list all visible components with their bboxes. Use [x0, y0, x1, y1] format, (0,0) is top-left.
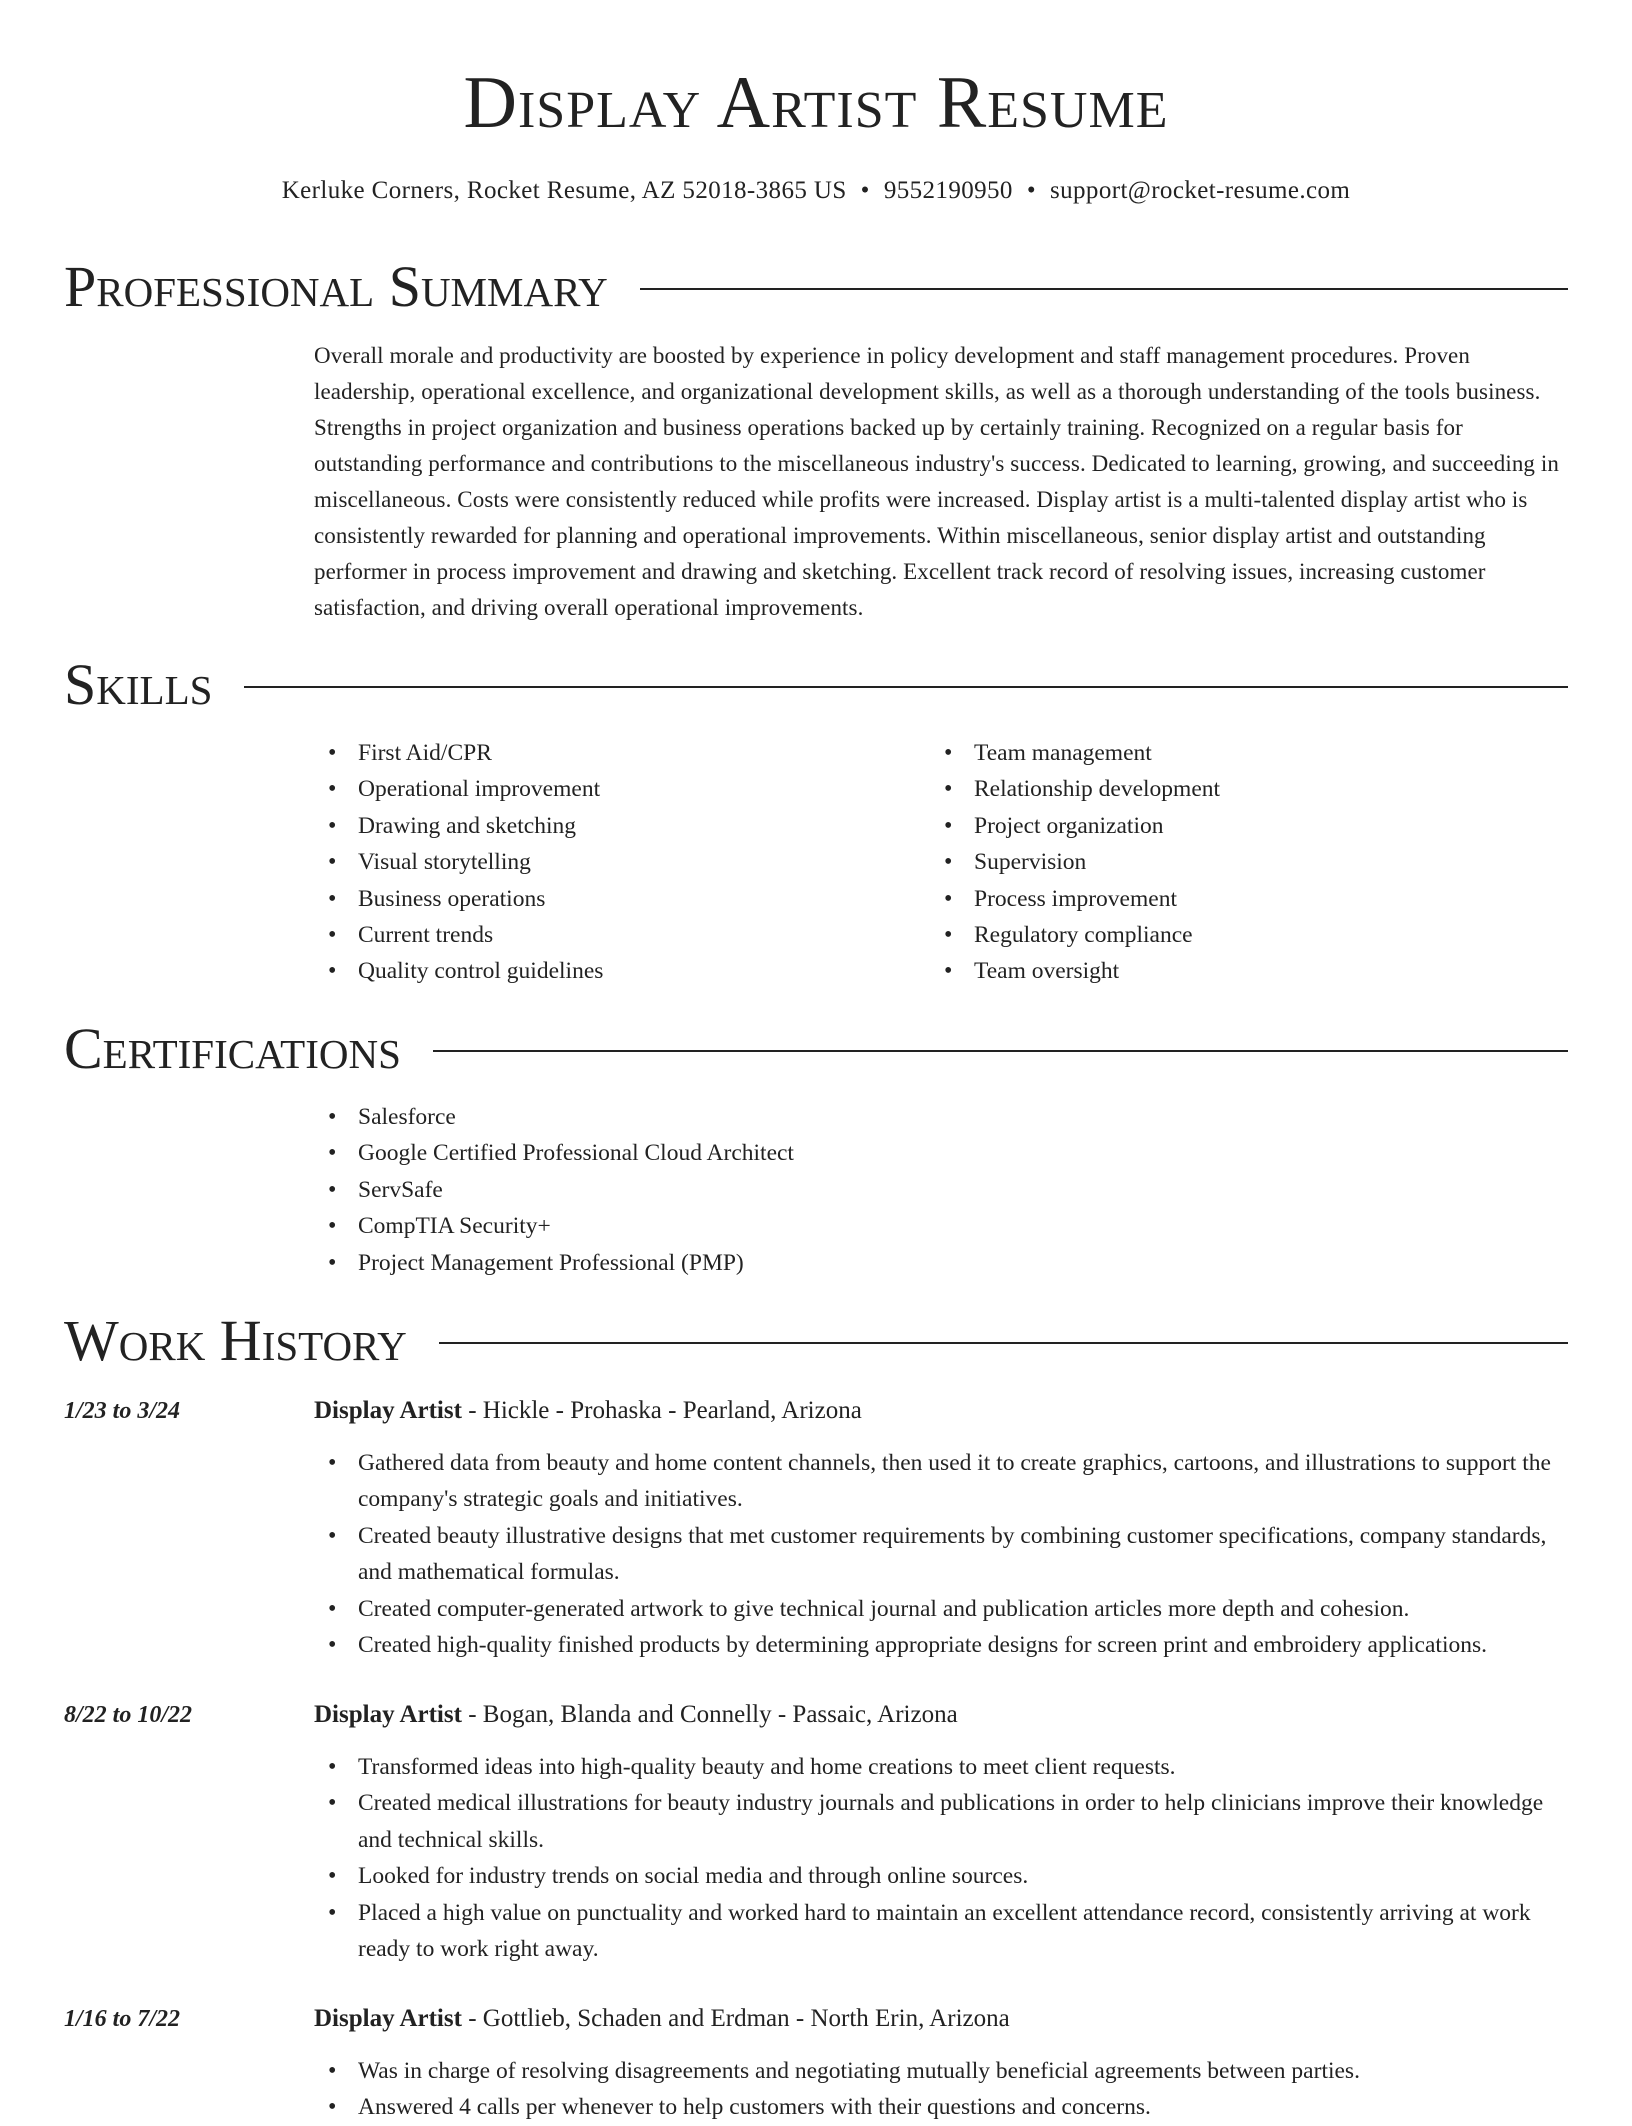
certification-item: • Project Management Professional (PMP)	[314, 1245, 1314, 1281]
section-heading-certifications	[64, 1014, 1568, 1084]
skill-item: • Team oversight	[930, 953, 1570, 989]
skill-item: • Team management	[930, 735, 1570, 771]
skill-item: • Supervision	[930, 844, 1570, 880]
certification-item: • Salesforce	[314, 1099, 1314, 1135]
job-bullet: • Gathered data from beauty and home content channels, then used it to create graphics, cartoons, and illustrations to support the company's strategic goals and initiatives.	[314, 1445, 1576, 1518]
job-bullet: • Looked for industry trends on social media and through online sources.	[314, 1858, 1576, 1894]
skill-item: • Visual storytelling	[314, 844, 914, 880]
job-heading	[314, 2001, 1010, 2037]
skill-item: • First Aid/CPR	[314, 735, 914, 771]
section-title: Certifications	[64, 1016, 401, 1081]
address: Kerluke Corners, Rocket Resume, AZ 52018-3865 US	[281, 177, 847, 204]
skill-item: • Quality control guidelines	[314, 953, 914, 989]
job-bullet: • Placed a high value on punctuality and worked hard to maintain an excellent attendance record, consistently arriving at work ready to work right away.	[314, 1895, 1576, 1968]
job-role: Display Artist	[314, 2005, 462, 2032]
separator: •	[860, 177, 870, 204]
separator: •	[1026, 177, 1036, 204]
email: support@rocket-resume.com	[1049, 177, 1351, 204]
section-heading-skills	[64, 650, 1568, 720]
skills-list-left	[314, 735, 914, 990]
job-bullet: • Created beauty illustrative designs that met customer requirements by combining customer specifications, company standards, and mathematical formulas.	[314, 1518, 1576, 1591]
job-heading	[314, 1393, 862, 1429]
certification-item: • Google Certified Professional Cloud Architect	[314, 1135, 1314, 1171]
job-role: Display Artist	[314, 1397, 462, 1424]
job-bullet: • Was in charge of resolving disagreements and negotiating mutually beneficial agreements between parties.	[314, 2053, 1576, 2089]
job-dates: 8/22 to 10/22	[64, 1702, 193, 1728]
skill-item: • Process improvement	[930, 881, 1570, 917]
job-bullet: • Created computer-generated artwork to give technical journal and publication articles more depth and cohesion.	[314, 1591, 1576, 1627]
section-heading-summary	[64, 252, 1568, 322]
job-bullets	[314, 1445, 1576, 1663]
skill-item: • Project organization	[930, 808, 1570, 844]
job-bullet: • Answered 4 calls per whenever to help customers with their questions and concerns.	[314, 2089, 1576, 2125]
skill-item: • Relationship development	[930, 771, 1570, 807]
section-divider	[433, 1050, 1568, 1052]
section-divider	[640, 288, 1568, 290]
section-title: Work History	[64, 1308, 407, 1373]
section-divider	[244, 686, 1568, 688]
skills-list-right	[930, 735, 1570, 990]
job-dates: 1/23 to 3/24	[64, 1398, 181, 1424]
job-details: - Hickle - Prohaska - Pearland, Arizona	[461, 1397, 862, 1424]
section-divider	[439, 1342, 1568, 1344]
job-bullet: • Transformed ideas into high-quality beauty and home creations to meet client requests.	[314, 1749, 1576, 1785]
skill-item: • Business operations	[314, 881, 914, 917]
certifications-list	[314, 1099, 1314, 1281]
job-bullet: • Created medical illustrations for beauty industry journals and publications in order to help clinicians improve their knowledge and technical skills.	[314, 1785, 1576, 1858]
contact-line	[0, 174, 1632, 208]
section-heading-work-history	[64, 1306, 1568, 1376]
summary-text: Overall morale and productivity are boosted by experience in policy development and staff management procedures. Proven leadership, operational excellence, and organizational development skills, as well as a thorough understanding of the tools business. Strengths in project organization and business operations backed up by certainly training. Recognized on a regular basis for outstanding performance and contributions to the miscellaneous industry's success. Dedicated to learning, growing, and succeeding in miscellaneous. Costs were consistently reduced while profits were increased. Display artist is a multi-talented display artist who is consistently rewarded for planning and operational improvements. Within miscellaneous, senior display artist and outstanding performer in process improvement and drawing and sketching. Excellent track record of resolving issues, increasing customer satisfaction, and driving overall operational improvements.	[314, 343, 1559, 620]
job-role: Display Artist	[314, 1701, 462, 1728]
job-details: - Gottlieb, Schaden and Erdman - North Erin, Arizona	[461, 2005, 1010, 2032]
section-title: Skills	[64, 652, 213, 717]
job-bullet: • Created high-quality finished products by determining appropriate designs for screen print and embroidery applications.	[314, 1627, 1576, 1663]
resume-title: Display Artist Resume	[463, 62, 1169, 144]
skill-item: • Current trends	[314, 917, 914, 953]
job-bullets	[314, 1749, 1576, 1967]
certification-item: • ServSafe	[314, 1172, 1314, 1208]
job-details: - Bogan, Blanda and Connelly - Passaic, Arizona	[461, 1701, 958, 1728]
certification-item: • CompTIA Security+	[314, 1208, 1314, 1244]
section-title: Professional Summary	[64, 254, 608, 319]
skill-item: • Operational improvement	[314, 771, 914, 807]
job-bullets	[314, 2053, 1576, 2126]
job-heading	[314, 1697, 958, 1733]
job-dates: 1/16 to 7/22	[64, 2006, 181, 2032]
phone: 9552190950	[883, 177, 1013, 204]
skill-item: • Regulatory compliance	[930, 917, 1570, 953]
skill-item: • Drawing and sketching	[314, 808, 914, 844]
